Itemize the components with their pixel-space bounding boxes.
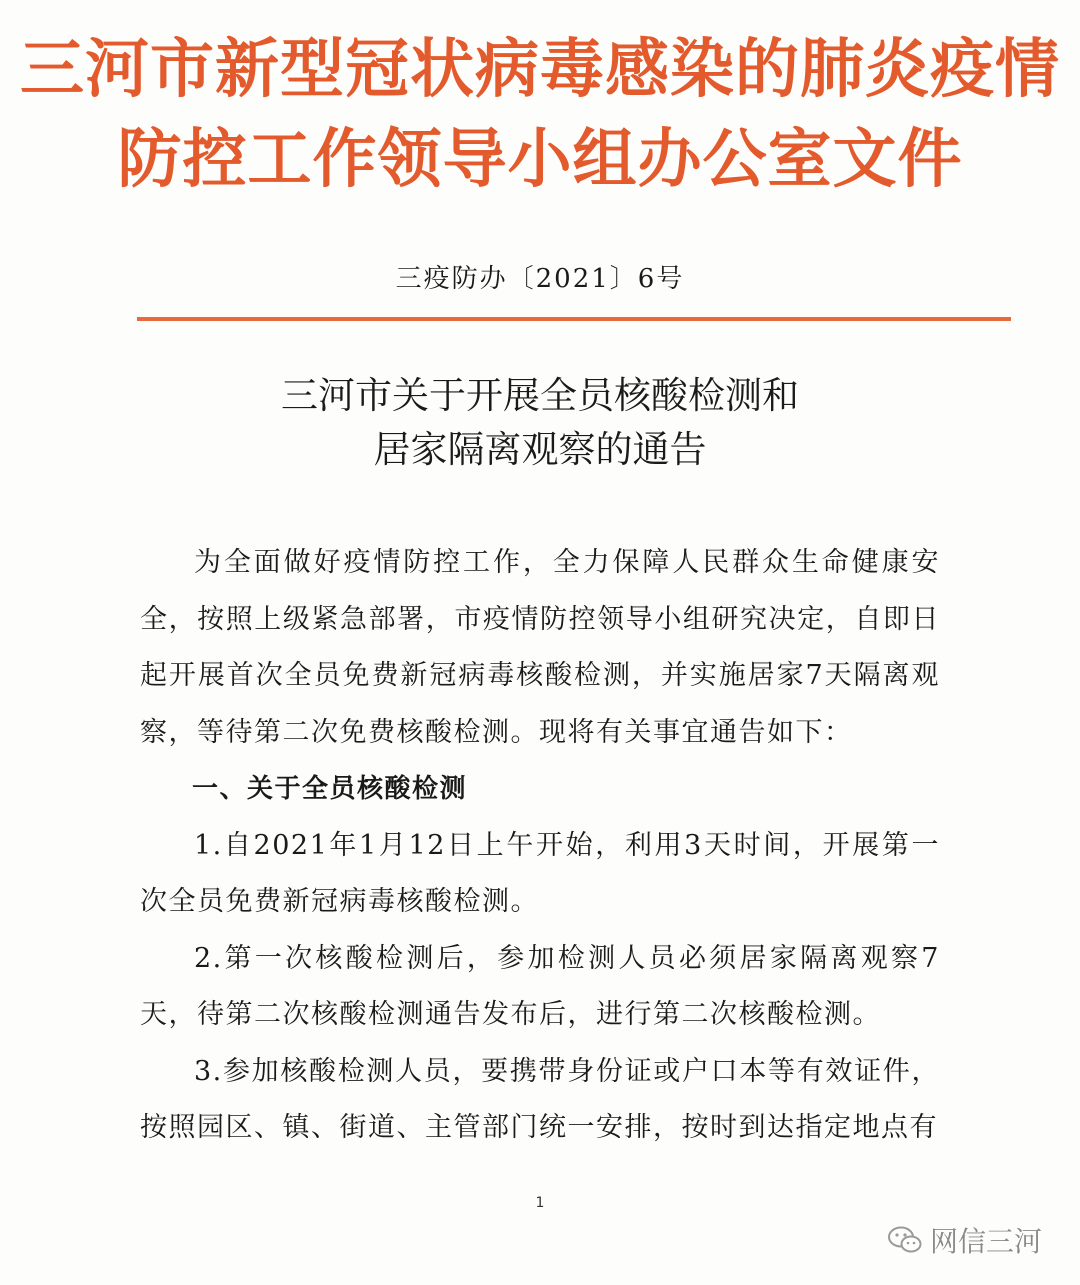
notice-title-line2: 居家隔离观察的通告	[373, 428, 707, 471]
header-title-line1: 三河市新型冠状病毒感染的肺炎疫情	[20, 33, 1060, 107]
page-number: 1	[535, 1195, 545, 1211]
wechat-icon	[888, 1226, 922, 1254]
notice-body	[140, 535, 940, 1157]
document-number: 三疫防办〔2021〕6号	[395, 264, 685, 294]
header-title-line2: 防控工作领导小组办公室文件	[117, 123, 963, 197]
item-3-paragraph: 3.参加核酸检测人员，要携带身份证或户口本等有效证件，按照园区、镇、街道、主管部门统一安排，按时到达指定地点有	[140, 1055, 940, 1143]
intro-paragraph: 为全面做好疫情防控工作，全力保障人民群众生命健康安全，按照上级紧急部署，市疫情防控领导小组研究决定，自即日起开展首次全员免费新冠病毒核酸检测，并实施居家7天隔离观察，等待第二次免费核酸检测。现将有关事宜通告如下：	[140, 547, 940, 748]
notice-title-line1: 三河市关于开展全员核酸检测和	[281, 374, 799, 417]
item-1-paragraph: 1.自2021年1月12日上午开始，利用3天时间，开展第一次全员免费新冠病毒核酸检测。	[140, 829, 940, 917]
watermark-label: 网信三河	[929, 1225, 1042, 1258]
watermark	[888, 1220, 1042, 1260]
item-2-paragraph: 2.第一次核酸检测后，参加检测人员必须居家隔离观察7天，待第二次核酸检测通告发布后，进行第二次核酸检测。	[140, 942, 940, 1030]
section1-heading: 一、关于全员核酸检测	[192, 774, 468, 804]
red-divider-line	[137, 317, 1011, 321]
